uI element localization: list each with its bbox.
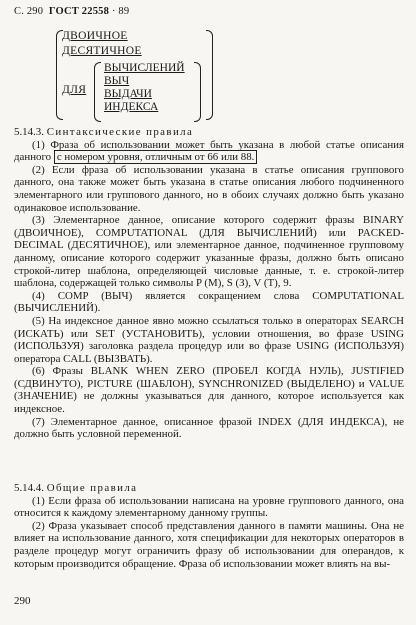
rule-2: (2) Если фраза об использовании указана в статье описания группового данного, она также может быть указана в статье описания любого подчиненного элементарного или группового данного, но в обоих случаях должно быть указано одинаковое использование. bbox=[14, 163, 404, 214]
rule-5: (5) На индексное данное явно можно ссылаться только в операторах SEARCH (ИСКАТЬ) или SET (УСТАНОВИТЬ), условии отношения, во фразе USING (ИСПОЛЬЗУЯ) заголовка раздела процедур или во фразе USING (ИСПОЛЬЗУЯ) оператора CALL (ВЫЗВАТЬ). bbox=[14, 314, 404, 365]
section-title: Общие правила bbox=[46, 482, 138, 494]
page-label: С. 290 bbox=[14, 6, 44, 17]
keyword-for: ДЛЯ bbox=[62, 84, 87, 96]
option-index: ИНДЕКСА bbox=[104, 101, 159, 113]
running-header bbox=[14, 6, 129, 17]
rule-6: (6) Фразы BLANK WHEN ZERO (ПРОБЕЛ КОГДА НУЛЬ), JUSTIFIED (СДВИНУТО), PICTURE (ШАБЛОН), SYNCHRONIZED (ВЫДЕЛЕНО) и VALUE (ЗНАЧЕНИЕ) не должны указываться для данного, которое используется как индексное. bbox=[14, 365, 404, 416]
option-list bbox=[104, 62, 185, 114]
rule-1-boxed-text: с номером уровня, отличным от 66 или 88. bbox=[54, 150, 258, 164]
rule-1-text: (1) Фраза об использовании может быть указана в любой статье описания данного bbox=[14, 138, 404, 164]
standard-code: ГОСТ 22558 bbox=[48, 6, 110, 17]
rule-3: (3) Элементарное данное, описание которого содержит фразы BINARY (ДВОИЧНОЕ), COMPUTATIONAL (ДЛЯ ВЫЧИСЛЕНИЙ) или PACKED-DECIMAL (ДЕСЯТИЧНОЕ), или элементарное данное, подчиненное групповому данному, описание которого содержит указанные фразы, должно быть описано строкой-литер шаблона, определяющей числовые данные, т. е. строкой-литер шаблона, содержащей только символы P (M), S (З), V (Т), 9. bbox=[14, 214, 404, 290]
section-5-14-4 bbox=[14, 482, 404, 570]
section-number: 5.14.4. bbox=[14, 482, 44, 494]
rule-1 bbox=[14, 139, 404, 164]
outer-brace-right bbox=[206, 30, 213, 120]
section-title: Синтаксические правила bbox=[46, 126, 194, 138]
section-heading bbox=[14, 126, 404, 139]
section-heading bbox=[14, 482, 404, 495]
option-comp: ВЫЧ bbox=[104, 75, 130, 87]
option-display: ВЫДАЧИ bbox=[104, 88, 152, 100]
rule-7: (7) Элементарное данное, описанное фразой INDEX (ДЛЯ ИНДЕКСА), не должно быть условной переменной. bbox=[14, 415, 404, 441]
standard-year: · 89 bbox=[111, 6, 130, 17]
page-number: 290 bbox=[14, 595, 31, 607]
general-rule-2: (2) Фраза указывает способ представления данного в памяти машины. Она не влияет на использование данного, хотя спецификации для некоторых операторов в разделе процедур могут ограничить фразу об использовании для операндов, к которым производится обращение. Фраза об использовании может влиять на вы- bbox=[14, 519, 404, 570]
keyword-binary: ДВОИЧНОЕ bbox=[62, 30, 128, 42]
rule-4: (4) COMP (ВЫЧ) является сокращением слова COMPUTATIONAL (ВЫЧИСЛЕНИЙ). bbox=[14, 289, 404, 315]
general-rule-1: (1) Если фраза об использовании написана на уровне группового данного, она относится к каждому элементарному данному группы. bbox=[14, 494, 404, 520]
outer-brace-left bbox=[56, 30, 63, 120]
option-computational: ВЫЧИСЛЕНИЙ bbox=[104, 62, 185, 74]
keyword-decimal: ДЕСЯТИЧНОЕ bbox=[62, 45, 142, 57]
section-5-14-3 bbox=[14, 126, 404, 441]
inner-brace-right bbox=[194, 62, 201, 122]
usage-syntax-diagram bbox=[56, 28, 356, 120]
inner-brace-left bbox=[94, 62, 101, 122]
section-number: 5.14.3. bbox=[14, 126, 44, 138]
